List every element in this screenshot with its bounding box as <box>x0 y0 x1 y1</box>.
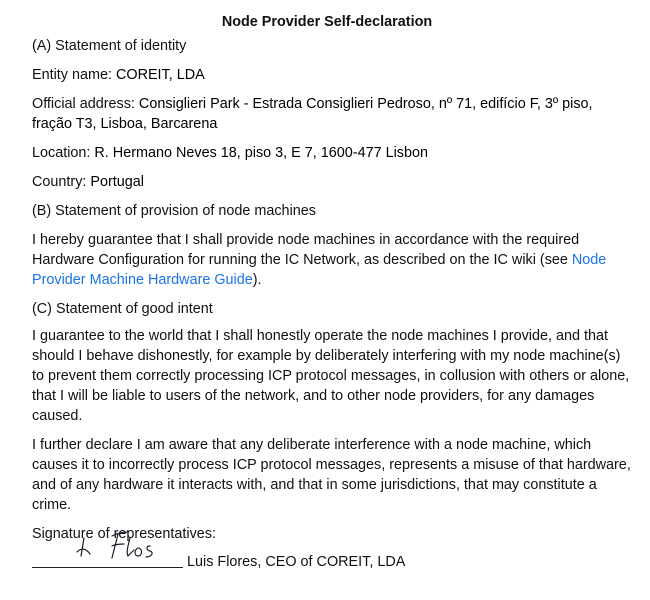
entity-name-line <box>32 65 632 85</box>
entity-name-label: Entity name: <box>32 67 116 83</box>
country-line <box>32 172 632 192</box>
section-b-text-end: ). <box>252 272 262 288</box>
location-label: Location: <box>32 145 95 161</box>
document-body <box>32 12 632 553</box>
official-address-line <box>32 94 632 134</box>
section-c-heading: (C) Statement of good intent <box>32 301 213 317</box>
signature-label: Signature of representatives: <box>32 526 216 542</box>
handwritten-signature <box>72 526 192 568</box>
country-value: Portugal <box>90 174 144 190</box>
official-address-value: Consiglieri Park - Estrada Consiglieri Pedroso, nº 71, edifício F, 3º piso, fração T3, Lisboa, Barcarena <box>32 96 593 132</box>
section-b-text: I hereby guarantee that I shall provide node machines in accordance with the required Hardware Configuration for running the IC Network, as described on the IC wiki (see <box>32 232 580 268</box>
hardware-guide-link[interactable]: Node Provider Machine Hardware Guide <box>32 252 607 288</box>
section-c-paragraph-1: I guarantee to the world that I shall honestly operate the node machines I provide, and that should I behave dishonestly, for example by deliberately interfering with my node machine(s) to prevent them correctly processing ICP protocol messages, in collusion with others or alone, that I will be liable to users of the network, and to other node providers, for any damages caused. <box>32 328 630 424</box>
section-c-paragraph-2: I further declare I am aware that any deliberate interference with a node machine, which causes it to incorrectly process ICP protocol messages, represents a misuse of that hardware, and of any hardware it interacts with, and that in some jurisdictions, that may constitute a crime. <box>32 437 631 513</box>
document-title: Node Provider Self-declaration <box>221 14 433 30</box>
section-b-paragraph <box>32 230 632 290</box>
entity-name-value: COREIT, LDA <box>115 67 205 83</box>
location-value: R. Hermano Neves 18, piso 3, E 7, 1600-477 Lisbon <box>94 145 428 161</box>
section-a-heading: (A) Statement of identity <box>32 38 187 54</box>
country-label: Country: <box>32 174 91 190</box>
official-address-label: Official address: <box>32 96 139 112</box>
location-line <box>32 143 632 163</box>
signatory-name: Luis Flores, CEO of COREIT, LDA <box>187 554 406 570</box>
signature-underline <box>32 567 183 568</box>
section-b-heading: (B) Statement of provision of node machines <box>32 203 316 219</box>
signature-block <box>32 526 632 576</box>
